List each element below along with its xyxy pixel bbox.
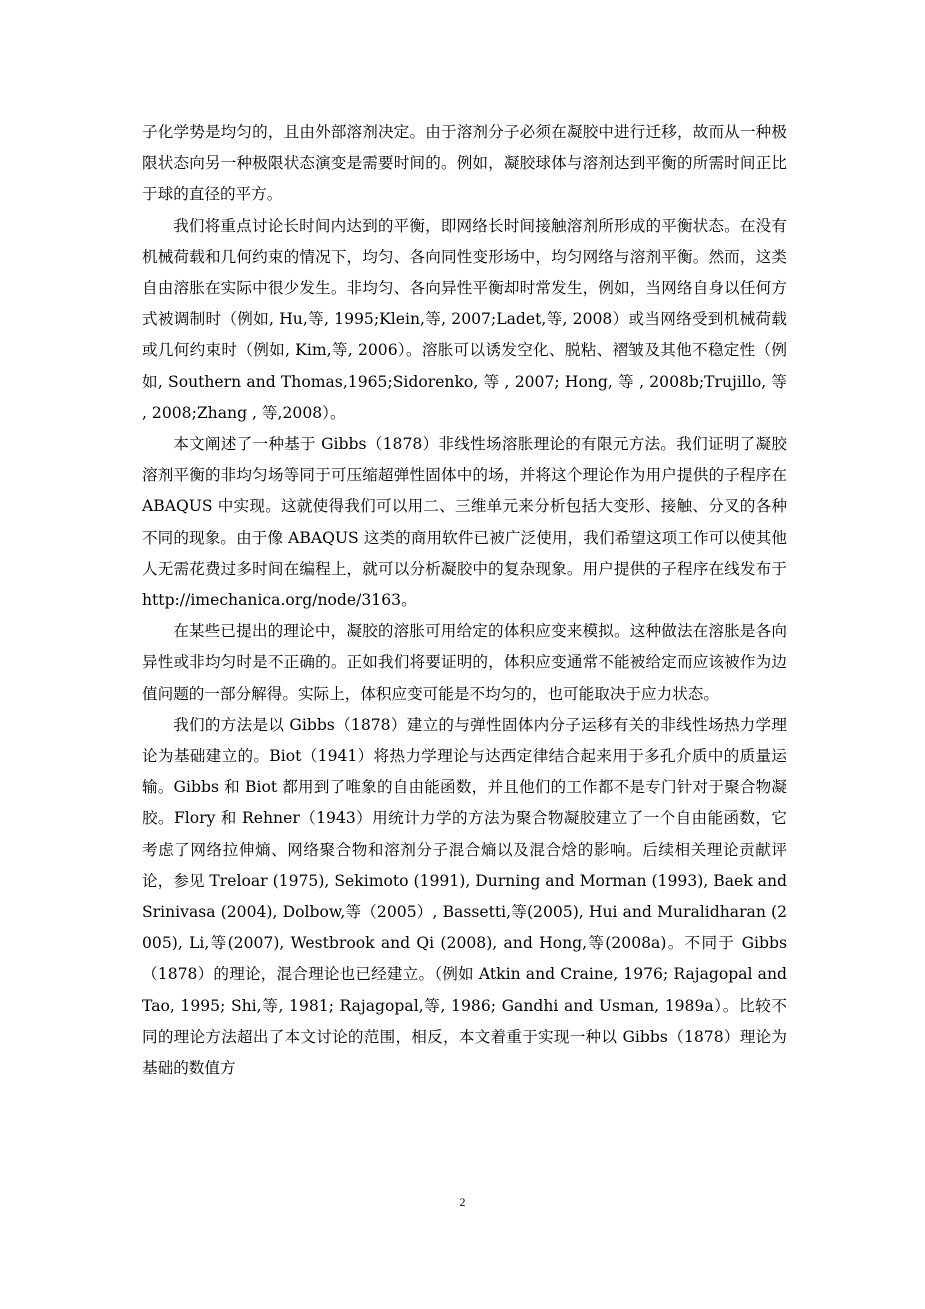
body-text — [142, 117, 787, 1084]
page-number: 2 — [459, 1195, 466, 1209]
paragraph-finite-element-method: 本文阐述了一种基于 Gibbs（1878）非线性场溶胀理论的有限元方法。我们证明了凝胶溶剂平衡的非均匀场等同于可压缩超弹性固体中的场，并将这个理论作为用户提供的子程序在 ABAQUS 中实现。这就使得我们可以用二、三维单元来分析包括大变形、接触、分叉的各种不同的现象。由于像 ABAQUS 这类的商用软件已被广泛使用，我们希望这项工作可以使其他人无需花费过多时间在编程上，就可以分析凝胶中的复杂现象。用户提供的子程序在线发布于 http://imechanica.org/node/3163。 — [142, 435, 787, 610]
paragraph-equilibrium: 我们将重点讨论长时间内达到的平衡，即网络长时间接触溶剂所形成的平衡状态。在没有机械荷载和几何约束的情况下，均匀、各向同性变形场中，均匀网络与溶剂平衡。然而，这类自由溶胀在实际中很少发生。非均匀、各向异性平衡却时常发生，例如，当网络自身以任何方式被调制时（例如, Hu,等, 1995;Klein,等, 2007;Ladet,等, 2008）或当网络受到机械荷载或几何约束时（例如, Kim,等, 2006）。溶胀可以诱发空化、脱粘、褶皱及其他不稳定性（例如, Southern and Thomas,1965;Sidorenko, 等 , 2007; Hong, 等 , 2008b;Trujillo, 等 , 2008;Zhang , 等,2008）。 — [142, 216, 787, 422]
paragraph-continuation: 子化学势是均匀的，且由外部溶剂决定。由于溶剂分子必须在凝胶中进行迁移，故而从一种极限状态向另一种极限状态演变是需要时间的。例如，凝胶球体与溶剂达到平衡的所需时间正比于球的直径的平方。 — [142, 123, 787, 204]
paragraph-volumetric-strain: 在某些已提出的理论中，凝胶的溶胀可用给定的体积应变来模拟。这种做法在溶胀是各向异性或非均匀时是不正确的。正如我们将要证明的，体积应变通常不能被给定而应该被作为边值问题的一部分解得。实际上，体积应变可能是不均匀的，也可能取决于应力状态。 — [142, 622, 787, 703]
paragraph-theory-background: 我们的方法是以 Gibbs（1878）建立的与弹性固体内分子运移有关的非线性场热力学理论为基础建立的。Biot（1941）将热力学理论与达西定律结合起来用于多孔介质中的质量运输。Gibbs 和 Biot 都用到了唯象的自由能函数，并且他们的工作都不是专门针对于聚合物凝胶。Flory 和 Rehner（1943）用统计力学的方法为聚合物凝胶建立了一个自由能函数，它考虑了网络拉伸熵、网络聚合物和溶剂分子混合熵以及混合焓的影响。后续相关理论贡献评论，参见 Treloar (1975), Sekimoto (1991), Durning and Morman (1993), Baek and Srinivasa (2004), Dolbow,等（2005）, Bassetti,等(2005), Hui and Muralidharan (2005), Li,等(2007), Westbrook and Qi (2008), and Hong,等(2008a)。不同于 Gibbs（1878）的理论，混合理论也已经建立。（例如 Atkin and Craine, 1976; Rajagopal and Tao, 1995; Shi,等, 1981; Rajagopal,等, 1986; Gandhi and Usman, 1989a）。比较不同的理论方法超出了本文讨论的范围，相反，本文着重于实现一种以 Gibbs（1878）理论为基础的数值方 — [142, 715, 787, 1078]
